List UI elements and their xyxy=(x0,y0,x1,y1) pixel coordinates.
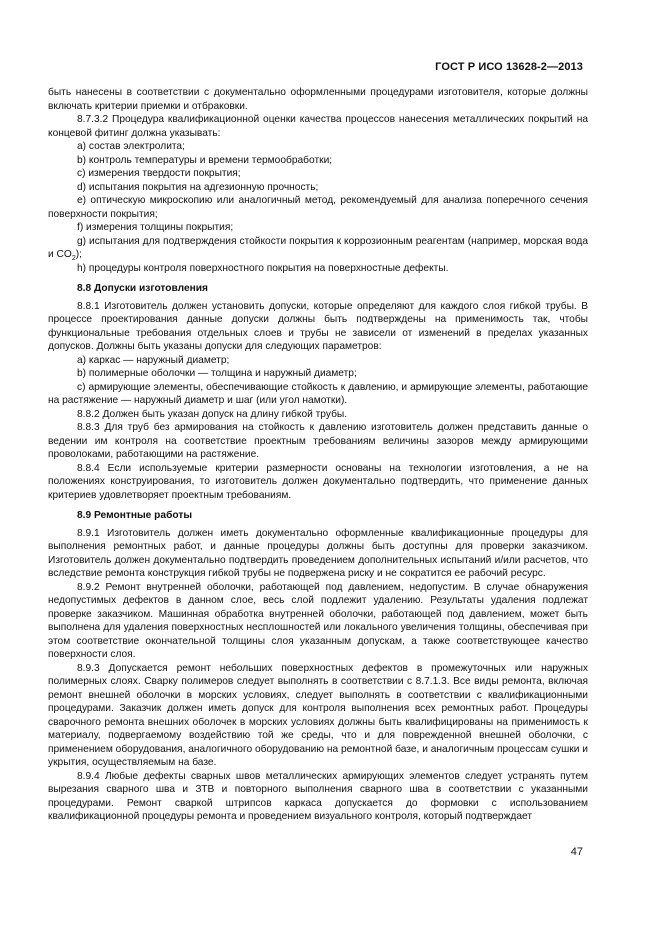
paragraph-8-8-2: 8.8.2 Должен быть указан допуск на длину гибкой трубы. xyxy=(77,408,348,420)
list-item-f: f) измерения толщины покрытия; xyxy=(77,222,234,233)
list2-item-b: b) полимерные оболочки — толщина и наружный диаметр; xyxy=(77,368,357,379)
document-header: ГОСТ Р ИСО 13628-2—2013 xyxy=(435,61,583,73)
section-heading-8-8: 8.8 Допуски изготовления xyxy=(77,283,208,294)
page-number: 47 xyxy=(570,846,583,858)
list-item-c: c) измерения твердости покрытия; xyxy=(77,168,241,179)
paragraph-8-9-4: 8.9.4 Любые дефекты сварных швов металлических армирующих элементов следует устранять путем вырезания сварного шва и ЗТВ и повторного выполнения сварного шва в соответствии с указанными процедурами. Ремонт сваркой штрипсов каркаса допускается до формовки с использованием квалификационной процедуры ремонта и проведением визуального контроля, который подтверждает xyxy=(48,770,588,822)
list2-item-a: a) каркас — наружный диаметр; xyxy=(77,354,230,366)
paragraph-8-9-2: 8.9.2 Ремонт внутренней оболочки, работающей под давлением, недопустим. В случае обнаружения недопустимых дефектов в данном слое, весь слой подлежит удалению. Результаты удаления подлежат проверке заказчиком. Машинная обработка внутренней оболочки, работающей под давлением, может быть выполнена для удаления поверхностных несплошностей или локального увеличения толщины, обеспечивая при этом соответствие окончательной толщины слоя указанным допускам, а также соответствующее качество поверхности слоя. xyxy=(48,581,588,660)
page-body xyxy=(48,86,588,824)
paragraph-8-8-1: 8.8.1 Изготовитель должен установить допуски, которые определяют для каждого слоя гибкой трубы. В процессе проектирования данные допуски должны быть подтверждены на применимость так, чтобы функциональные требования отдельных слоев и трубы не зависели от изменений в пределах указанных допусков. Должны быть указаны допуски для следующих параметров: xyxy=(48,300,588,352)
co2-subscript: 2 xyxy=(71,255,76,263)
paragraph-8-8-4: 8.8.4 Если используемые критерии размерности основаны на технологии изготовления, а не на положениях конструирования, то изготовитель должен документально подтвердить, что применение данных критериев удовлетворяет проектным требованиям. xyxy=(48,462,588,501)
list-item-h: h) процедуры контроля поверхностного покрытия на поверхностные дефекты. xyxy=(77,262,449,274)
list-item-g xyxy=(48,235,588,262)
list-item-d: d) испытания покрытия на адгезионную прочность; xyxy=(77,181,319,193)
section-heading-8-9: 8.9 Ремонтные работы xyxy=(77,510,193,521)
paragraph-8-9-3: 8.9.3 Допускается ремонт небольших поверхностных дефектов в промежуточных или наружных полимерных слоях. Сварку полимеров следует выполнять в соответствии с 8.7.1.3. Все виды ремонта, включая ремонт внешней оболочки в морских условиях, следует выполнять в соответствии с квалификационными процедурами. Заказчик должен иметь допуск для контроля выполнения всех ремонтных работ. Процедуры сварочного ремонта внешних оболочек в морских условиях должны быть квалифицированы на применимость к материалу, подвергаемому воздействию той же среды, что и для поврежденной внешней оболочки, с применением оборудования, аналогичного оборудованию на ремонтной базе, и аналогичным процессам сушки и укрытия, осуществляемым на базе. xyxy=(48,662,588,768)
list-item-e: e) оптическую микроскопию или аналогичный метод, рекомендуемый для анализа поперечного сечения поверхности покрытия; xyxy=(48,195,588,220)
list-item-g-end: ); xyxy=(75,249,82,260)
list-item-g-text: g) испытания для подтверждения стойкости покрытия к коррозионным реагентам (например, морская вода и CO xyxy=(48,235,588,260)
list-item-a: a) состав электролита; xyxy=(77,141,185,152)
paragraph-8-8-3: 8.8.3 Для труб без армирования на стойкость к давлению изготовитель должен представить данные о ведении им контроля на соответствие проектным требованиям величины зазоров между армирующими проволоками, работающими на растяжение. xyxy=(48,422,588,460)
list-item-b: b) контроль температуры и времени термообработки; xyxy=(77,154,333,166)
list2-item-c: c) армирующие элементы, обеспечивающие стойкость к давлению, и армирующие элементы, работающие на растяжение — наружный диаметр и шаг (или угол намотки). xyxy=(48,381,588,406)
paragraph-8-9-1: 8.9.1 Изготовитель должен иметь документально оформленные квалификационные процедуры для выполнения ремонтных работ, и данные процедуры должны быть доступны для проверки заказчиком. Изготовитель должен документально подтвердить проведением дополнительных испытаний и/или расчетов, что вследствие ремонта конструкция гибкой трубы не подвержена риску и не сократится ее рабочий ресурс. xyxy=(48,527,588,579)
paragraph: быть нанесены в соответствии с документально оформленными процедурами изготовителя, которые должны включать критерии приемки и отбраковки. xyxy=(48,87,588,112)
paragraph-8-7-3-2: 8.7.3.2 Процедура квалификационной оценки качества процессов нанесения металлических покрытий на концевой фитинг должна указывать: xyxy=(48,114,588,139)
